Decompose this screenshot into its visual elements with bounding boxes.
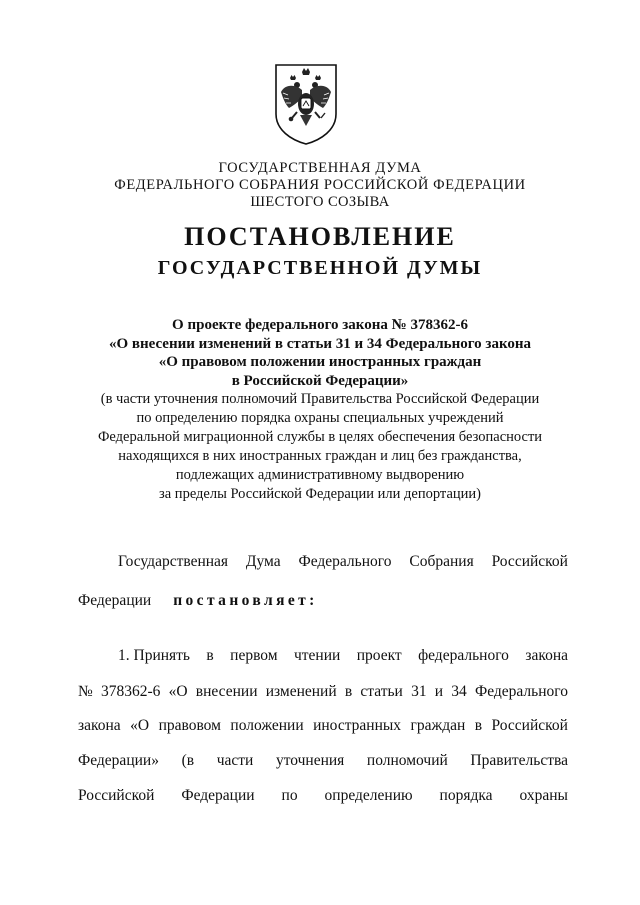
word: охраны	[519, 787, 568, 804]
word: Собрания	[409, 553, 474, 570]
word: положении	[230, 717, 304, 734]
word: «О	[130, 717, 150, 734]
word: уточнения	[275, 752, 345, 769]
word: в	[344, 683, 353, 700]
convocation-line: ШЕСТОГО СОЗЫВА	[250, 194, 390, 210]
preamble-line	[118, 552, 568, 572]
word: правовом	[158, 717, 221, 734]
word: чтении	[293, 647, 341, 664]
word: в	[474, 717, 483, 734]
word: определению	[324, 787, 413, 804]
resolves-keyword: постановляет:	[173, 592, 318, 609]
word: статьи	[360, 683, 403, 700]
word: Российской	[491, 553, 568, 570]
word: в	[206, 647, 214, 664]
word: 31	[411, 683, 427, 700]
word: Федерации	[78, 592, 152, 609]
word: 34	[451, 683, 467, 700]
org-name-line: ФЕДЕРАЛЬНОГО СОБРАНИЯ РОССИЙСКОЙ ФЕДЕРАЦИИ	[114, 177, 526, 193]
word: Российской	[491, 717, 568, 734]
org-name-line: ГОСУДАРСТВЕННАЯ ДУМА	[218, 160, 422, 176]
word: внесении	[195, 683, 258, 700]
document-issuer-subtitle: ГОСУДАРСТВЕННОЙ ДУМЫ	[157, 257, 483, 279]
word: 378362-6	[101, 683, 161, 700]
coat-of-arms-icon	[273, 62, 339, 146]
word: части	[216, 752, 254, 769]
word: иностранных	[313, 717, 402, 734]
word: 1. Принять	[118, 647, 191, 664]
item-1-line	[78, 751, 568, 771]
bill-title-line: О проекте федерального закона № 378362-6	[172, 317, 468, 333]
bill-note-line: по определению порядка охраны специальных учреждений	[136, 410, 504, 426]
word: «О	[168, 683, 188, 700]
word: Федерации	[181, 787, 255, 804]
word: закона	[525, 647, 568, 664]
word: и	[434, 683, 444, 700]
item-1-line	[78, 716, 568, 736]
word: изменений	[265, 683, 337, 700]
word: закона	[78, 717, 121, 734]
document-type-title: ПОСТАНОВЛЕНИЕ	[184, 222, 456, 251]
word: Федерального	[298, 553, 392, 570]
word: Федерации»	[78, 752, 159, 769]
bill-note-line: находящихся в них иностранных граждан и лиц без гражданства,	[118, 448, 522, 464]
word: Дума	[245, 553, 281, 570]
word: первом	[230, 647, 278, 664]
word: порядка	[439, 787, 493, 804]
item-1-line	[78, 682, 568, 702]
bill-title-line: «О правовом положении иностранных граждан	[158, 354, 482, 370]
item-1-line	[118, 646, 568, 666]
bill-note-line: подлежащих административному выдворению	[175, 467, 465, 483]
word: Федерального	[474, 683, 568, 700]
bill-note-line: за пределы Российской Федерации или депортации)	[159, 486, 481, 502]
bill-title-line: «О внесении изменений в статьи 31 и 34 Федерального закона	[108, 336, 532, 352]
word: федерального	[418, 647, 509, 664]
word: №	[78, 683, 93, 700]
word: полномочий	[366, 752, 448, 769]
item-1-line	[78, 786, 568, 806]
word: Российской	[78, 787, 155, 804]
word: Государственная	[118, 553, 229, 570]
preamble-line	[78, 591, 568, 611]
word: проект	[356, 647, 402, 664]
word: (в	[181, 752, 195, 769]
bill-title-line: в Российской Федерации»	[231, 373, 409, 389]
bill-note-line: (в части уточнения полномочий Правительства Российской Федерации	[100, 391, 540, 407]
word: по	[281, 787, 298, 804]
word: Правительства	[470, 752, 568, 769]
word: граждан	[410, 717, 466, 734]
bill-note-line: Федеральной миграционной службы в целях обеспечения безопасности	[97, 429, 543, 445]
